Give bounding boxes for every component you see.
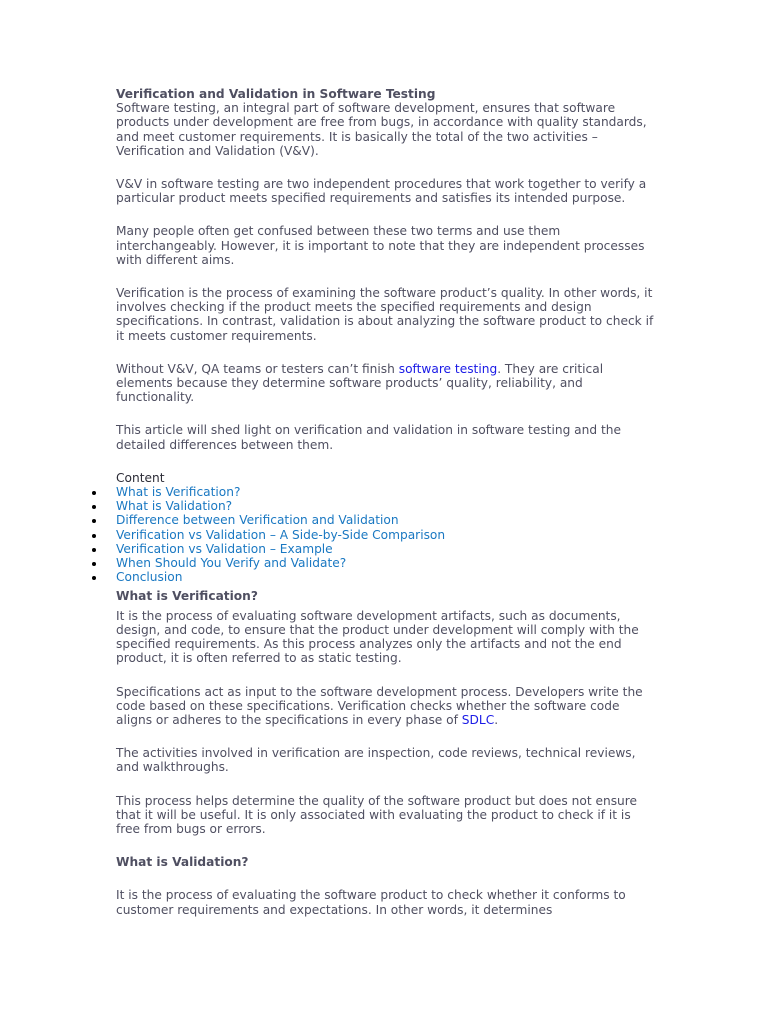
toc-link-what-is-validation[interactable]: What is Validation? [116,499,233,514]
toc-item [116,513,656,527]
article-summary-paragraph: This article will shed light on verification and validation in software testing and the detailed differences between them. [116,423,621,452]
toc-item [116,570,656,584]
toc-label: Content [116,470,165,485]
intro-paragraph-2: V&V in software testing are two independent procedures that work together to verify a particular product meets specified requirements and satisfies its intended purpose. [116,177,647,206]
verification-paragraph-4: This process helps determine the quality of the software product but does not ensure that it will be useful. It is only associated with evaluating the product to check if it is free from bugs or errors. [116,793,638,836]
toc-item [116,556,656,570]
verification-heading: What is Verification? [116,589,258,604]
toc-link-example[interactable]: Verification vs Validation – Example [116,541,333,556]
toc-item [116,542,656,556]
toc-item [116,528,656,542]
qa-text-before: Without V&V, QA teams or testers can’t finish [116,361,399,376]
qa-text-after: . They are critical elements because they determine software products’ quality, reliability, and functionality. [116,361,604,405]
toc-link-when-to-verify[interactable]: When Should You Verify and Validate? [116,556,347,571]
intro-paragraph-1: Software testing, an integral part of software development, ensures that software products under development are free from bugs, in accordance with quality standards, and meet customer requirements. It is basically the total of the two activities – Verification and Validation (V&V). [116,101,647,158]
toc-link-side-by-side[interactable]: Verification vs Validation – A Side-by-Side Comparison [116,527,446,542]
toc-item [116,485,656,499]
software-testing-link[interactable]: software testing [398,361,498,376]
verification-paragraph-3: The activities involved in verification are inspection, code reviews, technical reviews, and walkthroughs. [116,746,636,775]
intro-paragraph-4: Verification is the process of examining the software product’s quality. In other words, it involves checking if the product meets the specified requirements and design specifications. In contrast, validation is about analyzing the software product to check if it meets customer requirements. [116,286,654,343]
qa-paragraph [116,362,656,405]
verification-p2-before: Specifications act as input to the software development process. Developers write the code based on these specifications. Verification checks whether the software code aligns or adheres to the specifications in every phase of [116,684,643,727]
validation-paragraph-1: It is the process of evaluating the software product to check whether it conforms to customer requirements and expectations. In other words, it determines [116,888,626,917]
intro-paragraph-3: Many people often get confused between these two terms and use them interchangeably. However, it is important to note that they are independent processes with different aims. [116,224,645,267]
table-of-contents [116,485,656,584]
validation-heading: What is Validation? [116,855,249,870]
toc-item [116,499,656,513]
toc-link-what-is-verification[interactable]: What is Verification? [116,485,241,500]
sdlc-link[interactable]: SDLC [461,712,495,727]
verification-p2-after: . [494,712,499,727]
verification-paragraph-2 [116,685,656,728]
toc-link-conclusion[interactable]: Conclusion [116,570,183,585]
document-body [116,87,656,917]
verification-paragraph-1: It is the process of evaluating software development artifacts, such as documents, design, and code, to ensure that the product under development will comply with the specified requirements. As this process analyzes only the artifacts and not the end product, it is often referred to as static testing. [116,608,639,666]
article-title: Verification and Validation in Software Testing [116,87,436,101]
toc-link-difference[interactable]: Difference between Verification and Validation [116,513,399,528]
